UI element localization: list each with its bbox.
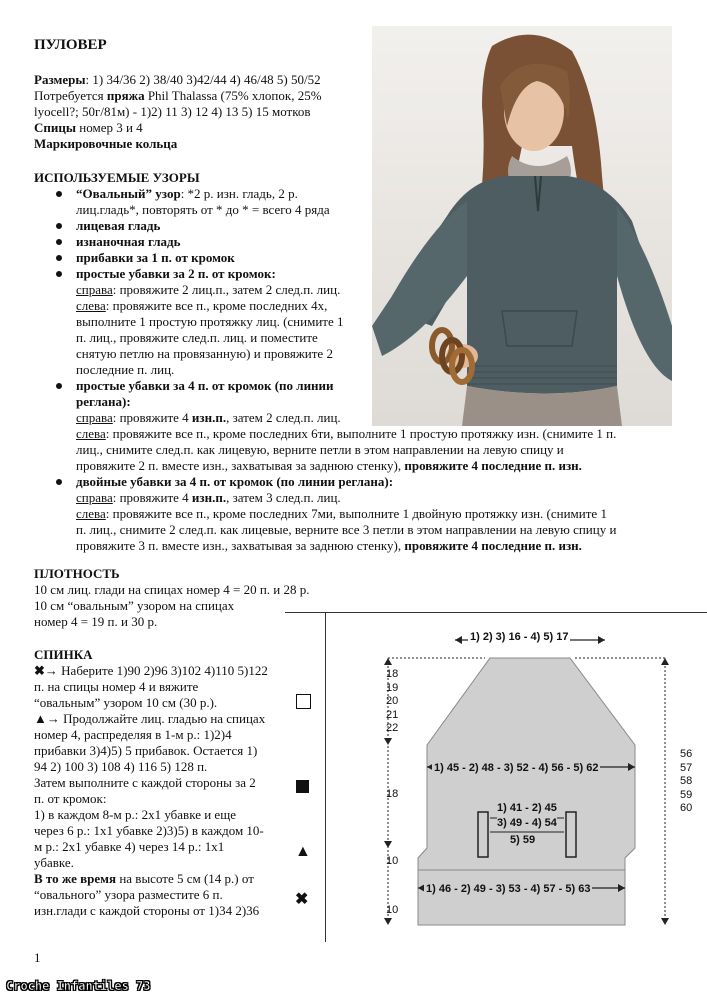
- pattern-dbl4: двойные убавки за 4 п. от кромок (по линии реглана):: [34, 474, 684, 490]
- pattern-reverse: изнаночная гладь: [34, 234, 684, 250]
- label-left-low: 10: [386, 855, 399, 867]
- back-heading: СПИНКА: [34, 647, 93, 662]
- back-line-3: “овальным” узором 10 см (30 р.).: [34, 695, 218, 710]
- yarn-line-2: lyocell?; 50г/81м) - 1)2) 11 3) 12 4) 13 5) 15 мотков: [34, 104, 311, 119]
- pattern-stockinette: лицевая гладь: [34, 218, 684, 234]
- label-hem-width: 1) 46 - 2) 49 - 3) 53 - 4) 57 - 5) 63: [426, 883, 591, 895]
- dbl4-right: справа: провяжите 4 изн.п., затем 3 след.п. лиц.: [76, 490, 341, 505]
- label-right-height: 56 57 58 59 60: [680, 748, 693, 814]
- footer-watermark: Croche Infantiles 73: [6, 979, 151, 993]
- back-line-15: “овального” узора разместите 6 п.: [34, 887, 223, 902]
- pattern-oval: “Овальный” узор: *2 р. изн. гладь, 2 р.: [34, 186, 684, 202]
- back-line-5: номер 4, распределяя в 1-м р.: 1)2)4: [34, 727, 232, 742]
- back-line-6: прибавки 3)4)5) 5 прибавок. Остается 1): [34, 743, 258, 758]
- materials-block: [34, 72, 374, 152]
- yarn-line: Потребуется пряжа Phil Thalassa (75% хлопок, 25%: [34, 88, 322, 103]
- back-line-7: 94 2) 100 3) 108 4) 116 5) 128 п.: [34, 759, 208, 774]
- dec2-left-3: п. лиц., провяжите след.п. лиц. и поместите: [76, 330, 318, 345]
- back-line-12: м р.: 2х1 убавке 4) через 14 р.: 1х1: [34, 839, 225, 854]
- triangle-arrow-icon: ▲→: [34, 711, 60, 726]
- label-pocket-1: 1) 41 - 2) 45: [497, 802, 557, 814]
- dec4-title-2: реглана):: [76, 394, 131, 409]
- sizes-line: Размеры: 1) 34/36 2) 38/40 3)42/44 4) 46/48 5) 50/52: [34, 72, 321, 87]
- dec4-left-2: лиц., снимите след.п. как лицевую, верните петли в этом направлении на левую спицу и: [76, 442, 564, 457]
- filled-square-icon: [296, 780, 309, 793]
- label-chest-width: 1) 45 - 2) 48 - 3) 52 - 4) 56 - 5) 62: [434, 762, 599, 774]
- dec2-left-2: выполните 1 простую протяжку лиц. (снимите 1: [76, 314, 344, 329]
- divider-vertical: [325, 612, 326, 942]
- dec2-left-5: последние п. лиц.: [76, 362, 175, 377]
- back-line-10: 1) в каждом 8-м р.: 2х1 убавке и еще: [34, 807, 236, 822]
- empty-square-icon: [296, 694, 311, 709]
- back-line-14: В то же время на высоте 5 см (14 р.) от: [34, 871, 254, 886]
- dec2-right: справа: провяжите 2 лиц.п., затем 2 след.п. лиц.: [76, 282, 341, 297]
- label-left-bottom: 10: [386, 904, 399, 916]
- page-number: 1: [34, 950, 41, 965]
- label-pocket-3: 5) 59: [510, 834, 536, 846]
- pattern-dec4: простые убавки за 4 п. от кромок (по линии: [34, 378, 684, 394]
- dec4-left: слева: провяжите все п., кроме последних 6ти, выполните 1 простую протяжку изн. (снимите 1 п.: [76, 426, 617, 441]
- dbl4-left-2: п. лиц., снимите 2 след.п. как лицевые, верните все 3 петли в этом направлении на левую спицу и: [76, 522, 617, 537]
- markers-line: Маркировочные кольца: [34, 136, 178, 151]
- back-line-1: ✖→ Наберите 1)90 2)96 3)102 4)110 5)122: [34, 663, 268, 678]
- needles-line: Спицы номер 3 и 4: [34, 120, 143, 135]
- patterns-list: [34, 186, 684, 554]
- back-line-16: изн.глади с каждой стороны от 1)34 2)36: [34, 903, 260, 918]
- dbl4-left-3: провяжите 3 п. вместе изн., захватывая за заднюю стенку), провяжите 4 последние п. изн.: [76, 538, 582, 553]
- cross-icon: ✖: [295, 891, 309, 908]
- legend-symbols: [290, 690, 320, 920]
- back-line-11: через 6 р.: 1х1 убавке 2)3)5) в каждом 10-: [34, 823, 264, 838]
- back-line-13: убавке.: [34, 855, 74, 870]
- pattern-oval-line-2: лиц.гладь*, повторять от * до * = всего 4 ряда: [76, 202, 330, 217]
- gauge-heading: ПЛОТНОСТЬ: [34, 566, 120, 581]
- back-line-2: п. на спицы номер 4 и вяжите: [34, 679, 199, 694]
- gauge-line-3: номер 4 = 19 п. и 30 р.: [34, 614, 158, 629]
- label-left-top: 18 19 20 21 22: [386, 668, 399, 734]
- cross-arrow-icon: ✖→: [34, 663, 58, 678]
- patterns-heading: ИСПОЛЬЗУЕМЫЕ УЗОРЫ: [34, 170, 200, 185]
- dec4-right: справа: провяжите 4 изн.п., затем 2 след.п. лиц.: [76, 410, 341, 425]
- divider-horizontal: [285, 612, 707, 613]
- gauge-line-1: 10 см лиц. глади на спицах номер 4 = 20 п. и 28 р.: [34, 582, 310, 597]
- back-line-4: ▲→ Продолжайте лиц. гладью на спицах: [34, 711, 266, 726]
- dec4-left-3: провяжите 2 п. вместе изн., захватывая за заднюю стенку), провяжите 4 последние п. изн.: [76, 458, 582, 473]
- pattern-increase: прибавки за 1 п. от кромок: [34, 250, 684, 266]
- dec2-left-4: снятую петлю на провязанную) и провяжите 2: [76, 346, 333, 361]
- back-line-8: Затем выполните с каждой стороны за 2: [34, 775, 256, 790]
- label-left-mid: 18: [386, 788, 399, 800]
- triangle-icon: ▲: [295, 843, 311, 860]
- pattern-dec2: простые убавки за 2 п. от кромок:: [34, 266, 684, 282]
- label-top-width: 1) 2) 3) 16 - 4) 5) 17: [470, 631, 569, 643]
- label-pocket-2: 3) 49 - 4) 54: [497, 817, 557, 829]
- dbl4-left: слева: провяжите все п., кроме последних 7ми, выполните 1 двойную протяжку изн. (снимите 1: [76, 506, 607, 521]
- back-line-9: п. от кромок:: [34, 791, 107, 806]
- dec2-left: слева: провяжите все п., кроме последних 4х,: [76, 298, 328, 313]
- gauge-block: [34, 582, 364, 630]
- back-instructions: [34, 663, 324, 919]
- gauge-line-2: 10 см “овальным” узором на спицах: [34, 598, 235, 613]
- page-title: ПУЛОВЕР: [34, 37, 107, 53]
